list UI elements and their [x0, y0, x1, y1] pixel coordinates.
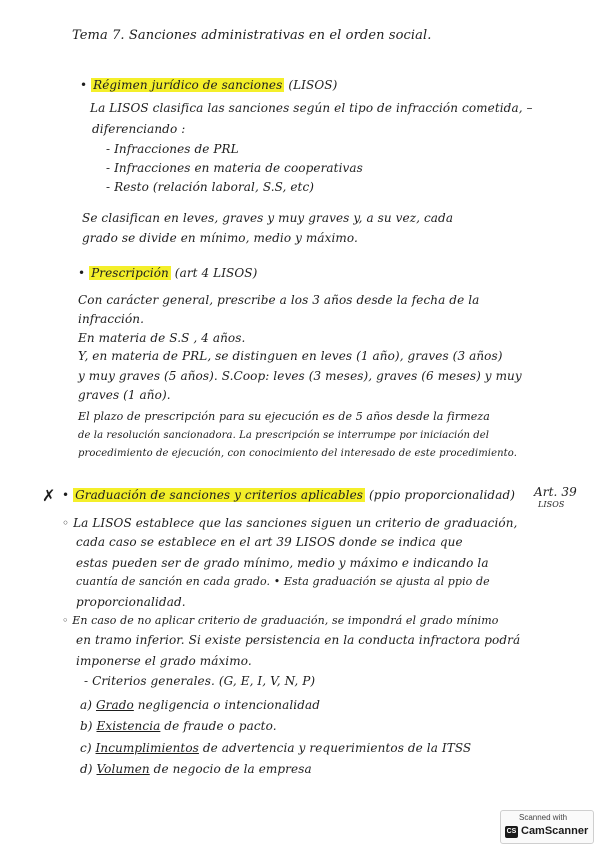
section-3-heading: • Graduación de sanciones y criterios aplicables (ppio proporcionalidad): [62, 488, 516, 502]
paragraph-line: graves (1 año).: [78, 388, 171, 402]
paragraph-line: proporcionalidad.: [76, 595, 186, 609]
section-1-heading-tail: (LISOS): [288, 78, 338, 92]
paragraph-line: Con carácter general, prescribe a los 3 años desde la fecha de la: [78, 293, 480, 307]
side-reference-law: LISOS: [538, 500, 565, 509]
camscanner-watermark: [500, 810, 594, 844]
paragraph-line: cada caso se establece en el art 39 LISOS donde se indica que: [76, 535, 463, 549]
section-3-heading-text: Graduación de sanciones y criterios aplicables: [75, 488, 364, 502]
item-prefix: b): [80, 719, 93, 733]
item-prefix: a): [80, 698, 93, 712]
paragraph-line: Se clasifican en leves, graves y muy graves y, a su vez, cada: [82, 211, 454, 225]
paragraph-line: La LISOS clasifica las sanciones según el tipo de infracción cometida, –: [90, 101, 533, 115]
paragraph-line: imponerse el grado máximo.: [76, 654, 252, 668]
section-2-heading-tail: (art 4 LISOS): [174, 266, 258, 280]
item-key: Existencia: [96, 719, 161, 733]
item-rest: de fraude o pacto.: [160, 719, 277, 733]
section-1-heading: • Régimen jurídico de sanciones (LISOS): [80, 78, 338, 92]
bullet-text: En caso de no aplicar criterio de graduación, se impondrá el grado mínimo: [72, 614, 499, 627]
paragraph-line: infracción.: [78, 312, 145, 326]
item-key: Volumen: [96, 762, 150, 776]
scanned-with-caption: Scanned with: [519, 813, 568, 822]
paragraph-line: Y, en materia de PRL, se distinguen en leves (1 año), graves (3 años): [78, 349, 503, 363]
camscanner-logo-icon: CS: [505, 826, 518, 838]
side-reference: Art. 39: [534, 485, 577, 499]
paragraph-line: estas pueden ser de grado mínimo, medio y máximo e indicando la: [76, 556, 489, 570]
criteria-item: [80, 718, 277, 734]
bullet-line: ◦ En caso de no aplicar criterio de graduación, se impondrá el grado mínimo: [62, 614, 499, 627]
paragraph-line: procedimiento de ejecución, con conocimiento del interesado de este procedimiento.: [78, 448, 517, 459]
paragraph-line: de la resolución sancionadora. La prescripción se interrumpe por iniciación del: [78, 430, 490, 441]
bullet-line: ◦ La LISOS establece que las sanciones siguen un criterio de graduación,: [62, 516, 518, 530]
item-rest: de advertencia y requerimientos de la ITSS: [198, 741, 472, 755]
bullet-text: La LISOS establece que las sanciones siguen un criterio de graduación,: [73, 516, 518, 530]
criteria-line: - Criterios generales. (G, E, I, V, N, P): [84, 674, 316, 688]
paragraph-line: grado se divide en mínimo, medio y máximo.: [82, 231, 358, 245]
item-key: Grado: [95, 698, 134, 712]
paragraph-line: En materia de S.S , 4 años.: [78, 331, 246, 345]
paragraph-line: cuantía de sanción en cada grado. • Esta graduación se ajusta al ppio de: [76, 575, 490, 588]
camscanner-brand: CamScanner: [521, 825, 589, 837]
criteria-item: [80, 761, 312, 777]
paragraph-line: El plazo de prescripción para su ejecución es de 5 años desde la firmeza: [78, 410, 490, 423]
item-prefix: d): [80, 762, 93, 776]
criteria-item: [80, 697, 320, 713]
paragraph-line: en tramo inferior. Si existe persistencia en la conducta infractora podrá: [76, 633, 521, 647]
list-item: - Resto (relación laboral, S.S, etc): [106, 180, 315, 194]
section-2-heading: • Prescripción (art 4 LISOS): [78, 266, 258, 280]
star-mark-icon: ✗: [42, 486, 56, 505]
item-prefix: c): [80, 741, 92, 755]
paragraph-line: y muy graves (5 años). S.Coop: leves (3 meses), graves (6 meses) y muy: [78, 369, 522, 383]
criteria-item: [80, 740, 471, 756]
list-item: - Infracciones en materia de cooperativas: [106, 161, 363, 175]
section-1-heading-text: Régimen jurídico de sanciones: [93, 78, 283, 92]
paragraph-line: diferenciando :: [92, 122, 186, 136]
item-rest: negligencia o intencionalidad: [133, 698, 321, 712]
item-rest: de negocio de la empresa: [149, 762, 312, 776]
page-title: Tema 7. Sanciones administrativas en el orden social.: [72, 28, 432, 43]
item-key: Incumplimientos: [95, 741, 199, 755]
section-2-heading-text: Prescripción: [91, 266, 169, 280]
section-3-heading-tail: (ppio proporcionalidad): [368, 488, 516, 502]
list-item: - Infracciones de PRL: [106, 142, 239, 156]
